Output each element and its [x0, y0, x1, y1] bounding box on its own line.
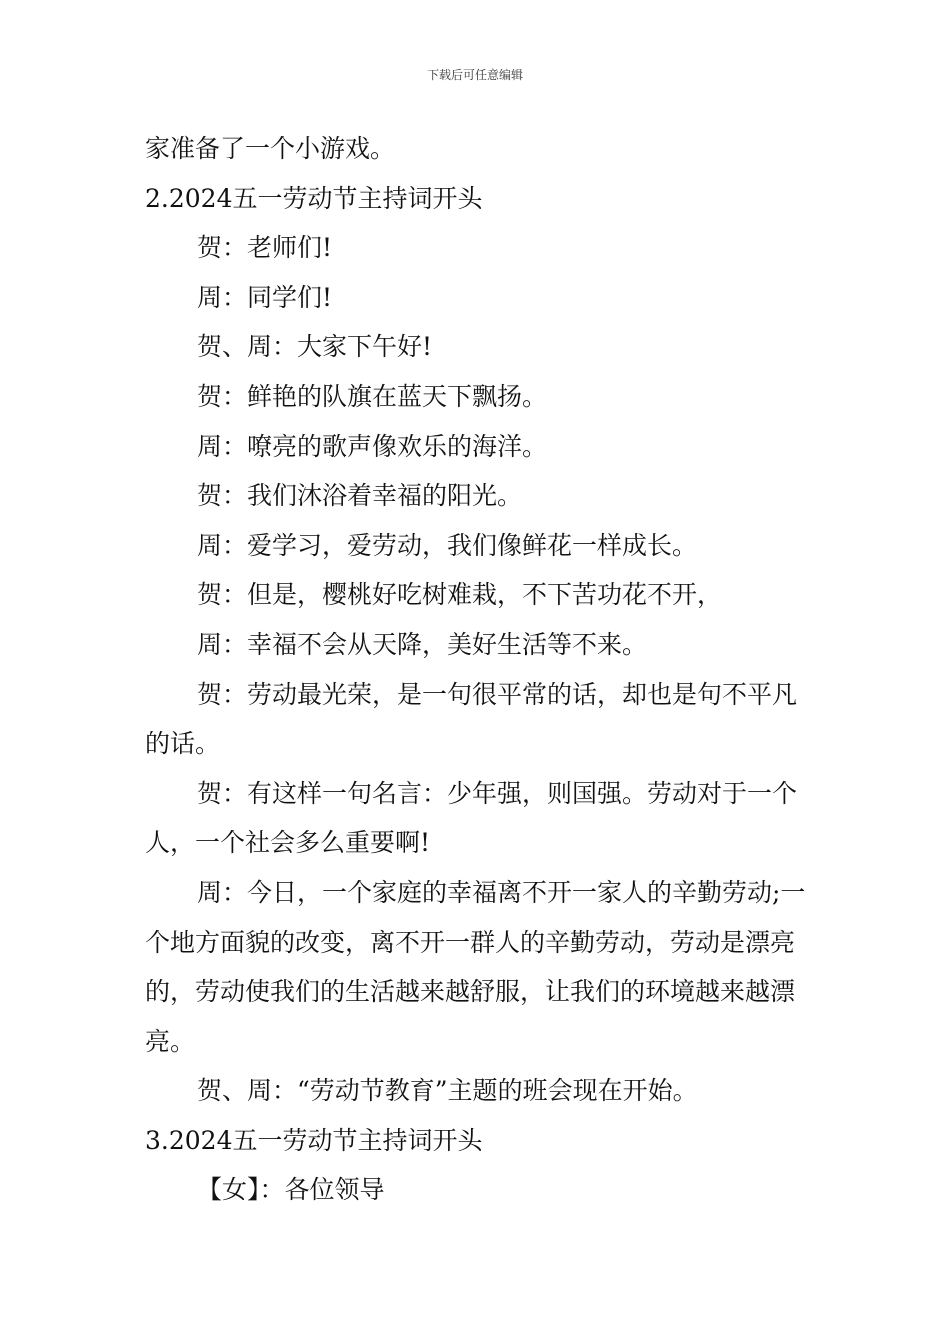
- dialogue-line: 周：嘹亮的歌声像欢乐的海洋。: [197, 431, 548, 461]
- dialogue-line: 贺：鲜艳的队旗在蓝天下飘扬。: [197, 381, 548, 411]
- dialogue-line: 贺、周：“劳动节教育”主题的班会现在开始。: [197, 1076, 698, 1106]
- dialogue-line: 贺：我们沐浴着幸福的阳光。: [197, 481, 523, 511]
- dialogue-line: 周：幸福不会从天降，美好生活等不来。: [197, 629, 648, 659]
- dialogue-line: 贺：老师们!: [197, 233, 333, 263]
- dialogue-line: 贺、周：大家下午好!: [197, 332, 433, 362]
- section-heading-3: 3.2024五一劳动节主持词开头: [145, 1125, 483, 1155]
- page-header-note: 下载后可任意编辑: [426, 68, 523, 82]
- dialogue-line: 贺：劳动最光荣，是一句很平常的话，却也是句不平凡的话。: [145, 679, 798, 759]
- dialogue-line: 【女】：各位领导: [197, 1175, 385, 1205]
- dialogue-line: 周：今日，一个家庭的幸福离不开一家人的辛勤劳动;一个地方面貌的改变，离不开一群人的辛勤劳动，劳动是漂亮的，劳动使我们的生活越来越舒服，让我们的环境越来越漂亮。: [145, 877, 806, 1056]
- dialogue-line: 贺：有这样一句名言：少年强，则国强。劳动对于一个人，一个社会多么重要啊!: [145, 778, 798, 858]
- dialogue-line: 贺：但是，樱桃好吃树难栽，不下苦功花不开，: [197, 580, 723, 610]
- dialogue-line: 周：爱学习，爱劳动，我们像鲜花一样成长。: [197, 530, 698, 560]
- dialogue-line: 周：同学们!: [197, 282, 333, 312]
- paragraph-continuation: 家准备了一个小游戏。: [145, 134, 396, 163]
- section-heading-2: 2.2024五一劳动节主持词开头: [145, 183, 483, 213]
- document-body: [145, 124, 810, 1215]
